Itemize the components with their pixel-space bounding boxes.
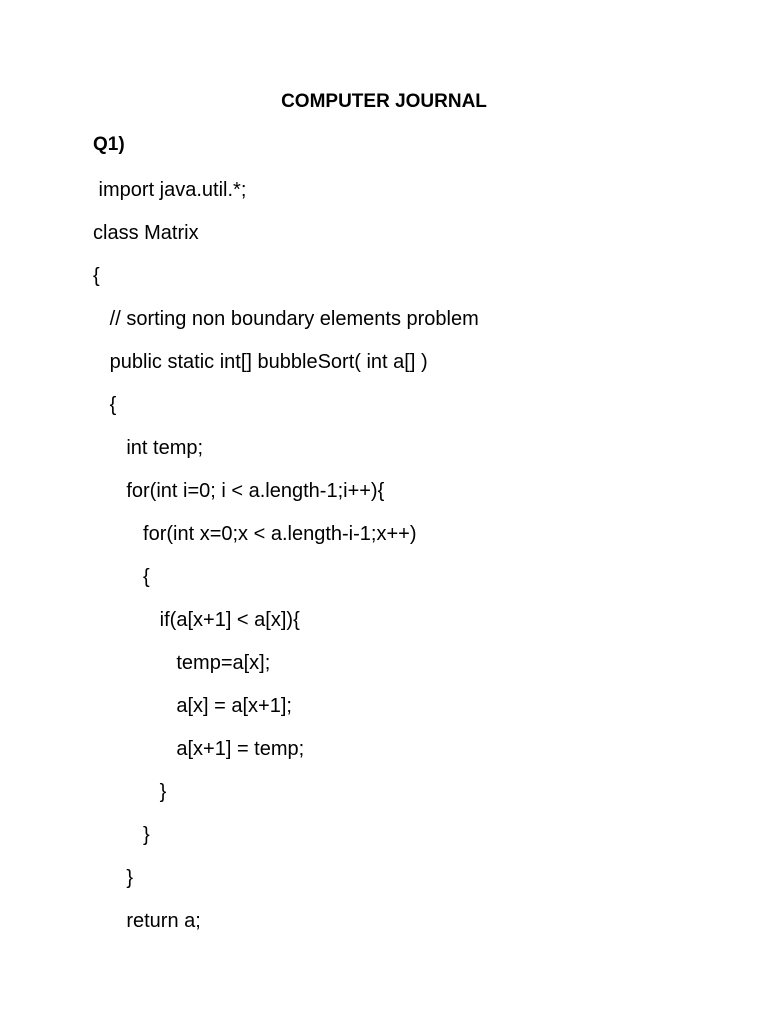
- code-line: }: [93, 824, 150, 846]
- code-line: {: [93, 566, 150, 588]
- code-line: // sorting non boundary elements problem: [93, 308, 479, 330]
- code-line: {: [93, 394, 117, 416]
- code-line: a[x+1] = temp;: [93, 738, 305, 760]
- code-line: for(int x=0;x < a.length-i-1;x++): [93, 523, 417, 545]
- code-line: }: [93, 781, 167, 803]
- code-line: int temp;: [93, 437, 204, 459]
- code-line: public static int[] bubbleSort( int a[] ): [93, 351, 428, 373]
- page-title: COMPUTER JOURNAL: [281, 91, 487, 112]
- code-block: [93, 174, 479, 948]
- code-line: for(int i=0; i < a.length-1;i++){: [93, 480, 385, 502]
- code-line: {: [93, 265, 100, 287]
- code-line: class Matrix: [93, 222, 199, 244]
- code-line: temp=a[x];: [93, 652, 271, 674]
- question-label: Q1): [93, 134, 125, 155]
- code-line: return a;: [93, 910, 201, 932]
- code-line: import java.util.*;: [93, 179, 247, 201]
- code-line: if(a[x+1] < a[x]){: [93, 609, 300, 631]
- code-line: }: [93, 867, 134, 889]
- code-line: a[x] = a[x+1];: [93, 695, 292, 717]
